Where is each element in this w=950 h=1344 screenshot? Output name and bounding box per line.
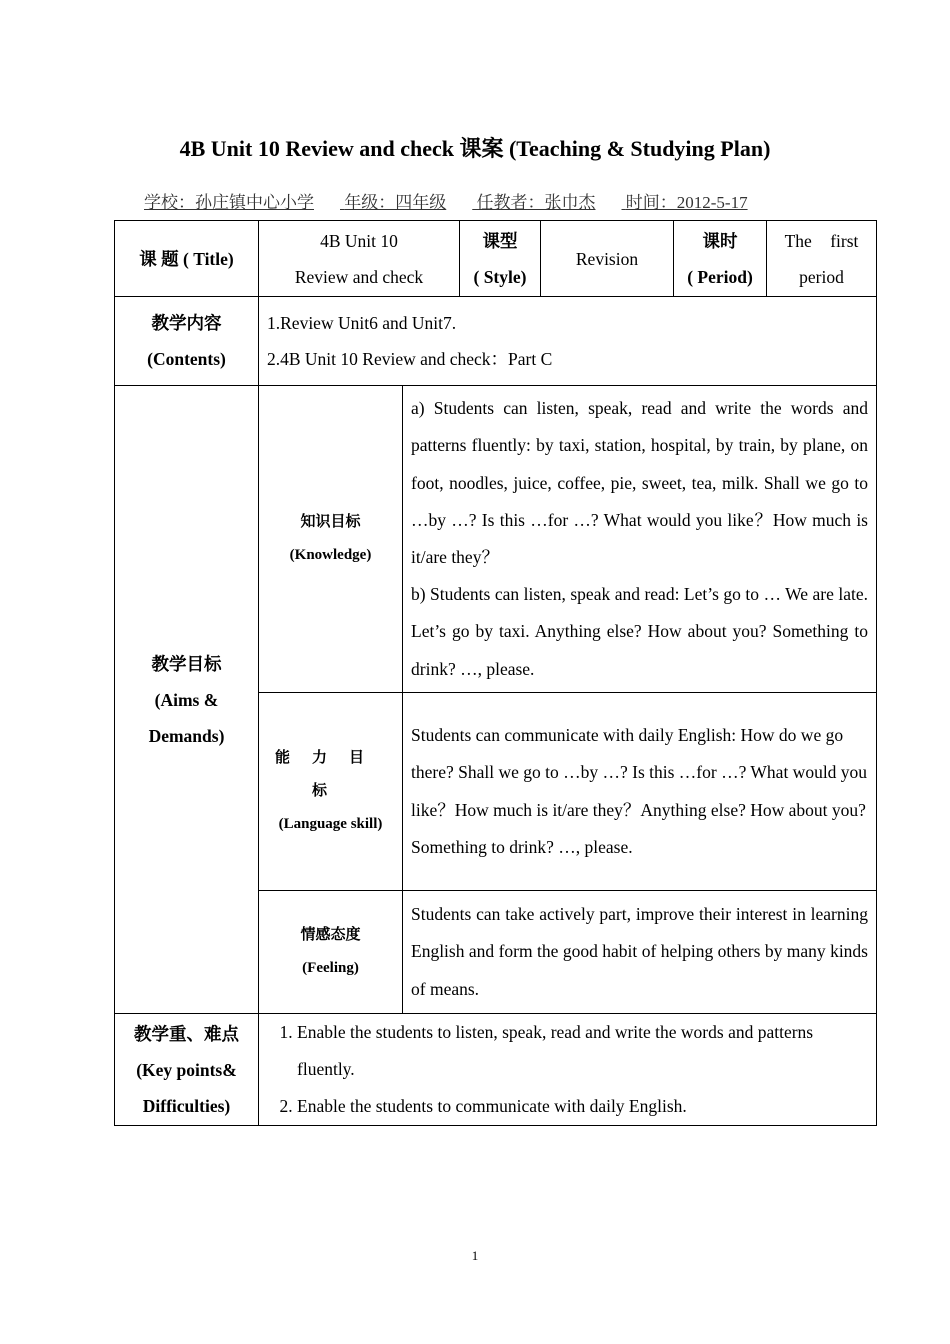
feeling-label-cn: 情感态度: [300, 927, 361, 943]
lesson-plan-table: [114, 220, 877, 1126]
style-label-cn: 课型: [482, 230, 518, 251]
key-points-row: [115, 1014, 877, 1126]
knowledge-text-a: a) Students can listen, speak, read and write the words and patterns fluently: by taxi, station, hospital, by train, by plane, on foot, noodles, juice, coffee, pie, sweet, tea, milk. Shall we go to …by …? Is this …for …? What would you like？How much is it/are they？: [411, 398, 868, 567]
header-row: [115, 221, 877, 297]
knowledge-text-b: b) Students can listen, speak and read: Let’s go to … We are late. Let’s go by taxi. Anything else? How about you? Something to drink? …, please.: [411, 584, 868, 679]
aims-label: [115, 386, 259, 1014]
feeling-label: [259, 891, 403, 1014]
knowledge-label: [259, 386, 403, 693]
page-number: 1: [471, 1248, 479, 1263]
style-label: [460, 221, 541, 297]
period-value: [767, 221, 877, 297]
key-points-text: [259, 1014, 877, 1126]
style-value: Revision: [541, 221, 674, 297]
title-value-line2: Review and check: [294, 266, 424, 287]
feeling-label-en: (Feeling): [302, 960, 359, 976]
knowledge-row: [115, 386, 877, 693]
language-label: [259, 693, 403, 891]
page-title: 4B Unit 10 Review and check 课案 (Teaching & Studying Plan): [179, 136, 771, 161]
aims-label-en-1: (Aims &: [154, 689, 219, 710]
title-value-line1: 4B Unit 10: [320, 230, 398, 251]
knowledge-text: [403, 386, 877, 693]
school-field: 学校：孙庄镇中心小学: [144, 193, 314, 212]
grade-field: 年级：四年级: [344, 193, 447, 212]
key-points-label-en-2: Difficulties): [142, 1095, 231, 1116]
style-label-en: ( Style): [473, 266, 527, 287]
key-points-list: [267, 1014, 868, 1125]
period-label: [674, 221, 767, 297]
document-meta: [144, 188, 748, 213]
contents-label-cn: 教学内容: [151, 313, 222, 333]
period-value-line1: The first: [784, 230, 859, 251]
period-label-cn: 课时: [702, 230, 738, 251]
key-points-label: [115, 1014, 259, 1126]
feeling-text: Students can take actively part, improve their interest in learning English and form the good habit of helping others by many kinds of means.: [403, 891, 877, 1014]
key-points-label-cn: 教学重、难点: [134, 1023, 239, 1044]
language-text: Students can communicate with daily English: How do we go there? Shall we go to …by …? Is this …for …? What would you like？How much is it/are they？Anything else? How about you? Something to drink? …, please.: [403, 693, 877, 891]
knowledge-label-en: (Knowledge): [289, 547, 372, 563]
key-point-item: 2. Enable the students to communicate with daily English.: [297, 1088, 868, 1125]
knowledge-label-cn: 知识目标: [300, 514, 361, 530]
aims-label-cn: 教学目标: [151, 653, 222, 674]
key-point-item: 1. Enable the students to listen, speak, read and write the words and patterns fluently.: [297, 1014, 868, 1088]
title-value: [259, 221, 460, 297]
date-field: 时间：2012-5-17: [625, 193, 748, 212]
contents-line-1: 1.Review Unit6 and Unit7.: [267, 313, 457, 333]
period-value-line2: period: [799, 266, 844, 287]
contents-row: [115, 297, 877, 386]
aims-label-en-2: Demands): [148, 725, 225, 746]
title-label: 课 题 ( Title): [115, 221, 259, 297]
contents-value: [259, 297, 877, 386]
contents-label-en: (Contents): [147, 349, 226, 369]
language-label-cn: 能力目标: [274, 750, 386, 799]
language-label-en: (Language skill): [278, 816, 383, 832]
contents-label: [115, 297, 259, 386]
key-points-label-en-1: (Key points&: [136, 1059, 237, 1080]
contents-line-2: 2.4B Unit 10 Review and check：Part C: [267, 349, 553, 369]
period-label-en: ( Period): [687, 266, 753, 287]
teacher-field: 任教者：张巾杰: [476, 193, 596, 212]
